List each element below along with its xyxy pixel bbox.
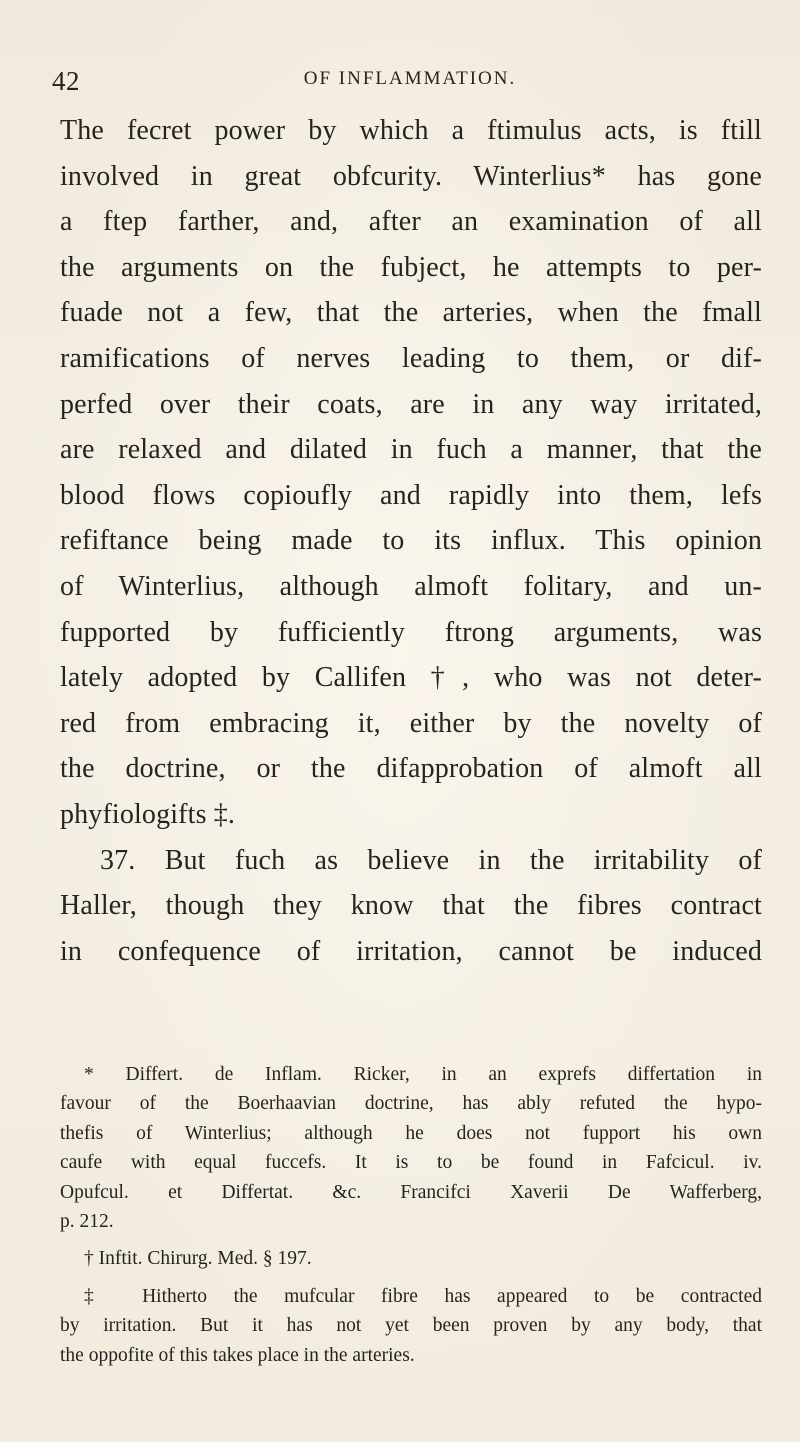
text-line: in confequence of irritation, cannot be induced bbox=[60, 935, 762, 967]
footnote-line: thefis of Winterlius; although he does not fupport his own bbox=[60, 1122, 762, 1144]
footnote-line: the oppofite of this takes place in the arteries. bbox=[60, 1344, 415, 1366]
text-line: perfed over their coats, are in any way irritated, bbox=[60, 388, 762, 420]
text-line: of Winterlius, although almoft folitary, and un- bbox=[60, 570, 762, 602]
footnote-line: by irritation. But it has not yet been proven by any body, that bbox=[60, 1315, 762, 1337]
text-line: a ftep farther, and, after an examination of all bbox=[60, 206, 762, 238]
text-line: fuade not a few, that the arteries, when the fmall bbox=[60, 297, 762, 329]
footnote-double-dagger: ‡ Hitherto the mufcular fibre has appeared to be contracted bbox=[84, 1285, 762, 1307]
text-line: are relaxed and dilated in fuch a manner, that the bbox=[60, 434, 762, 466]
text-line: refiftance being made to its influx. This opinion bbox=[60, 525, 762, 557]
footnote-line: caufe with equal fuccefs. It is to be found in Fafcicul. iv. bbox=[60, 1152, 762, 1174]
text-line: ramifications of nerves leading to them, or dif- bbox=[60, 342, 762, 374]
main-text bbox=[60, 108, 762, 974]
footnote-asterisk: * Differt. de Inflam. Ricker, in an exprefs differtation in bbox=[84, 1064, 762, 1085]
page-header bbox=[0, 62, 800, 102]
text-line: phyfiologifts ‡. bbox=[60, 798, 236, 830]
footnotes bbox=[60, 1060, 762, 1370]
footnote-line: favour of the Boerhaavian doctrine, has ably refuted the hypo- bbox=[60, 1093, 762, 1115]
text-line: Haller, though they know that the fibres contract bbox=[60, 890, 762, 922]
text-line: involved in great obfcurity. Winterlius* has gone bbox=[60, 160, 762, 192]
text-line: lately adopted by Callifen †, who was not deter- bbox=[60, 662, 762, 694]
running-head: OF INFLAMMATION. bbox=[303, 68, 517, 89]
footnote-line: p. 212. bbox=[60, 1210, 114, 1232]
text-line: the arguments on the fubject, he attempts to per- bbox=[60, 251, 762, 283]
text-line: fupported by fufficiently ftrong arguments, was bbox=[60, 616, 762, 648]
footnote-gap bbox=[60, 1274, 762, 1282]
text-line: red from embracing it, either by the novelty of bbox=[60, 707, 762, 739]
text-line: blood flows copioufly and rapidly into them, lefs bbox=[60, 479, 762, 511]
footnote-dagger: † Inftit. Chirurg. Med. § 197. bbox=[84, 1248, 312, 1270]
text-line: The fecret power by which a ftimulus acts, is ftill bbox=[60, 115, 762, 146]
footnote-line: Opufcul. et Differtat. &c. Francifci Xaverii De Wafferberg, bbox=[60, 1181, 762, 1203]
page-number: 42 bbox=[52, 66, 80, 96]
footnote-gap bbox=[60, 1236, 762, 1244]
paragraph-37-start: 37. But fuch as believe in the irritability of bbox=[100, 844, 762, 876]
text-line: the doctrine, or the difapprobation of almoft all bbox=[60, 753, 762, 785]
